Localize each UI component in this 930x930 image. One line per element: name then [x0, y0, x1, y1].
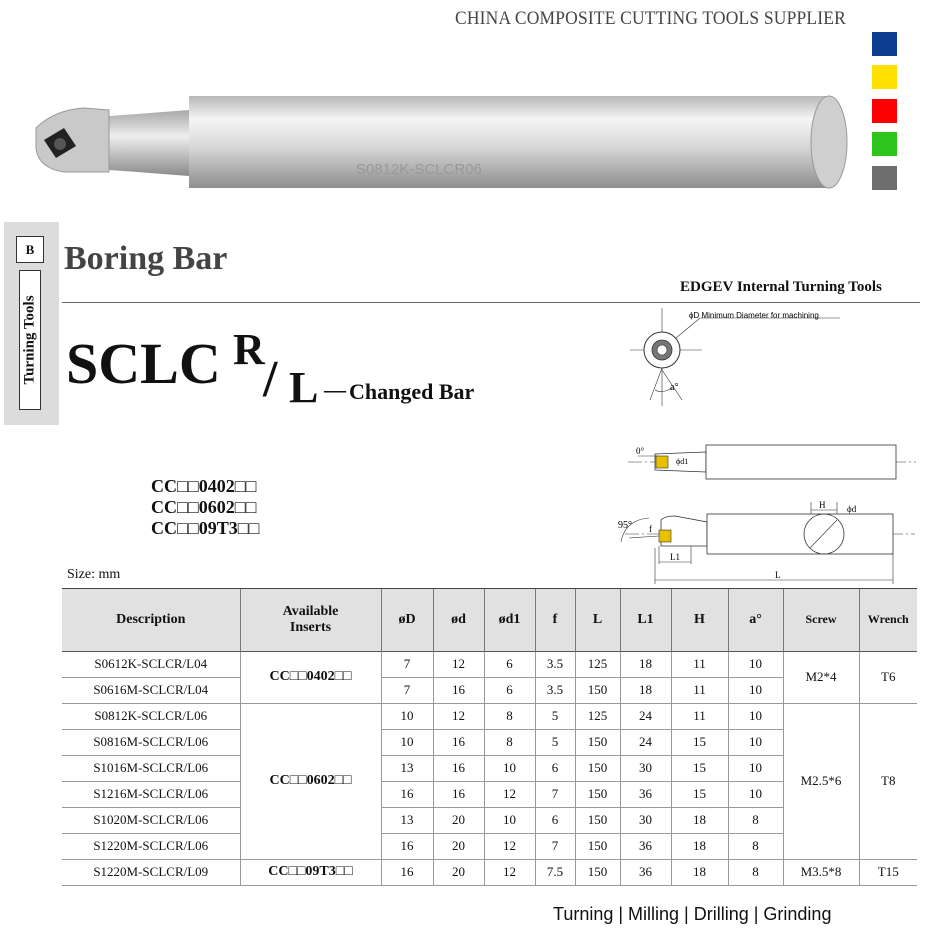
cell-D: 13 — [381, 755, 433, 781]
brand-line: EDGEV Internal Turning Tools — [680, 279, 882, 295]
cross-section-diagram — [630, 308, 860, 408]
col-inserts-line1: Available — [282, 603, 339, 619]
boring-bar-photo — [24, 88, 854, 200]
model-sup: R — [233, 325, 265, 374]
d-label: ϕd — [847, 504, 857, 514]
cell-L: 150 — [575, 729, 620, 755]
cell-description: S0616M-SCLCR/L04 — [62, 677, 240, 703]
cell-L1: 30 — [620, 755, 671, 781]
cell-L: 125 — [575, 703, 620, 729]
cell-D: 7 — [381, 677, 433, 703]
model-dash: — — [324, 377, 346, 402]
cell-description: S0612K-SCLCR/L04 — [62, 651, 240, 677]
side-view-diagram — [615, 498, 920, 586]
cell-f: 6 — [535, 755, 575, 781]
cell-D: 16 — [381, 833, 433, 859]
cell-H: 11 — [671, 677, 728, 703]
cell-insert: CC□□0402□□ — [240, 651, 381, 703]
cell-L1: 18 — [620, 651, 671, 677]
cell-d: 16 — [433, 677, 484, 703]
size-note: Size: mm — [67, 567, 121, 582]
col-inserts — [240, 589, 381, 651]
insert-item: CC□□0402□□ — [151, 476, 257, 496]
cell-d: 12 — [433, 703, 484, 729]
cell-d: 16 — [433, 755, 484, 781]
cell-description: S0816M-SCLCR/L06 — [62, 729, 240, 755]
col-wrench: Wrench — [859, 589, 917, 651]
cell-screw: M3.5*8 — [783, 859, 859, 885]
cell-L1: 36 — [620, 859, 671, 885]
table-body — [62, 651, 917, 885]
cell-f: 6 — [535, 807, 575, 833]
cell-d: 20 — [433, 807, 484, 833]
cell-d1: 8 — [484, 729, 535, 755]
cell-description: S1020M-SCLCR/L06 — [62, 807, 240, 833]
cell-a: 8 — [728, 807, 783, 833]
cell-D: 10 — [381, 729, 433, 755]
cell-L1: 24 — [620, 703, 671, 729]
cell-d1: 10 — [484, 755, 535, 781]
col-L1: L1 — [620, 589, 671, 651]
cell-L: 150 — [575, 677, 620, 703]
cell-L1: 24 — [620, 729, 671, 755]
cell-H: 15 — [671, 781, 728, 807]
cell-D: 13 — [381, 807, 433, 833]
cell-d: 16 — [433, 781, 484, 807]
model-slash: / — [263, 351, 278, 408]
cell-D: 16 — [381, 859, 433, 885]
cell-H: 18 — [671, 833, 728, 859]
cell-f: 3.5 — [535, 677, 575, 703]
color-swatch-yellow — [872, 65, 897, 89]
cell-L: 150 — [575, 781, 620, 807]
table-row — [62, 651, 917, 677]
zero-angle-label: 0° — [636, 446, 645, 456]
color-swatch-gray — [872, 166, 897, 190]
h-label: H — [819, 500, 826, 510]
cell-H: 18 — [671, 807, 728, 833]
table-header-row — [62, 589, 917, 651]
model-title — [66, 325, 475, 412]
bar-engraving: S0812K-SCLCR06 — [356, 161, 482, 178]
col-description: Description — [62, 589, 240, 651]
spec-table — [62, 589, 917, 886]
cell-screw: M2.5*6 — [783, 703, 859, 859]
footer-services: Turning | Milling | Drilling | Grinding — [553, 904, 832, 924]
section-title: Boring Bar — [64, 240, 228, 277]
col-a: a° — [728, 589, 783, 651]
color-swatch-green — [872, 132, 897, 156]
cell-d: 12 — [433, 651, 484, 677]
cell-L: 150 — [575, 859, 620, 885]
cell-L: 150 — [575, 807, 620, 833]
col-screw: Screw — [783, 589, 859, 651]
table-row — [62, 859, 917, 885]
cell-a: 8 — [728, 833, 783, 859]
l-label: L — [775, 570, 781, 580]
cell-description: S1220M-SCLCR/L09 — [62, 859, 240, 885]
cell-L1: 30 — [620, 807, 671, 833]
col-L: L — [575, 589, 620, 651]
col-D: øD — [381, 589, 433, 651]
cell-D: 16 — [381, 781, 433, 807]
col-H: H — [671, 589, 728, 651]
category-label-box — [19, 270, 41, 410]
cell-a: 10 — [728, 677, 783, 703]
title-divider — [62, 302, 920, 303]
cell-description: S1216M-SCLCR/L06 — [62, 781, 240, 807]
cell-f: 3.5 — [535, 651, 575, 677]
color-swatch-blue — [872, 32, 897, 56]
cell-a: 10 — [728, 781, 783, 807]
d1-label: ϕd1 — [676, 457, 689, 466]
cell-d1: 6 — [484, 677, 535, 703]
cell-description: S1220M-SCLCR/L06 — [62, 833, 240, 859]
cell-f: 7 — [535, 833, 575, 859]
cell-f: 5 — [535, 703, 575, 729]
cell-description: S1016M-SCLCR/L06 — [62, 755, 240, 781]
cell-insert: CC□□09T3□□ — [240, 859, 381, 885]
insert-item: CC□□09T3□□ — [151, 518, 260, 538]
col-f: f — [535, 589, 575, 651]
cell-d1: 10 — [484, 807, 535, 833]
cell-d: 20 — [433, 859, 484, 885]
insert-list — [151, 476, 260, 539]
cell-H: 18 — [671, 859, 728, 885]
cell-d1: 12 — [484, 781, 535, 807]
cell-a: 10 — [728, 703, 783, 729]
lead-angle-label: 95° — [618, 520, 632, 531]
min-diameter-label: ϕD Minimum Diameter for machining — [689, 311, 819, 320]
color-swatch-red — [872, 99, 897, 123]
cell-description: S0812K-SCLCR/L06 — [62, 703, 240, 729]
cell-D: 7 — [381, 651, 433, 677]
cell-d1: 12 — [484, 859, 535, 885]
cell-a: 10 — [728, 729, 783, 755]
cell-a: 8 — [728, 859, 783, 885]
col-d: ød — [433, 589, 484, 651]
cell-L1: 36 — [620, 833, 671, 859]
angle-label: a° — [670, 382, 679, 393]
table-row — [62, 703, 917, 729]
insert-item: CC□□0602□□ — [151, 497, 257, 517]
cell-d: 16 — [433, 729, 484, 755]
cell-wrench: T15 — [859, 859, 917, 885]
cell-L: 150 — [575, 833, 620, 859]
cell-H: 11 — [671, 651, 728, 677]
top-view-diagram — [628, 442, 920, 482]
cell-f: 7.5 — [535, 859, 575, 885]
col-d1: ød1 — [484, 589, 535, 651]
category-label: Turning Tools — [21, 295, 38, 385]
cell-insert: CC□□0602□□ — [240, 703, 381, 859]
l1-label: L1 — [670, 552, 680, 562]
cell-wrench: T8 — [859, 703, 917, 859]
model-main: SCLC — [66, 331, 221, 396]
section-letter-b: B — [16, 236, 44, 263]
cell-f: 5 — [535, 729, 575, 755]
cell-wrench: T6 — [859, 651, 917, 703]
cell-H: 15 — [671, 729, 728, 755]
cell-H: 11 — [671, 703, 728, 729]
cell-L: 150 — [575, 755, 620, 781]
col-inserts-line2: Inserts — [289, 619, 332, 635]
cell-d1: 6 — [484, 651, 535, 677]
cell-f: 7 — [535, 781, 575, 807]
cell-D: 10 — [381, 703, 433, 729]
model-suffix: Changed Bar — [349, 379, 475, 404]
cell-L1: 36 — [620, 781, 671, 807]
cell-screw: M2*4 — [783, 651, 859, 703]
f-label: f — [649, 524, 652, 534]
supplier-heading: CHINA COMPOSITE CUTTING TOOLS SUPPLIER — [455, 8, 846, 29]
cell-H: 15 — [671, 755, 728, 781]
cell-d1: 8 — [484, 703, 535, 729]
model-sub: L — [289, 363, 319, 412]
cell-a: 10 — [728, 755, 783, 781]
cell-d1: 12 — [484, 833, 535, 859]
cell-L: 125 — [575, 651, 620, 677]
cell-L1: 18 — [620, 677, 671, 703]
cell-a: 10 — [728, 651, 783, 677]
cell-d: 20 — [433, 833, 484, 859]
